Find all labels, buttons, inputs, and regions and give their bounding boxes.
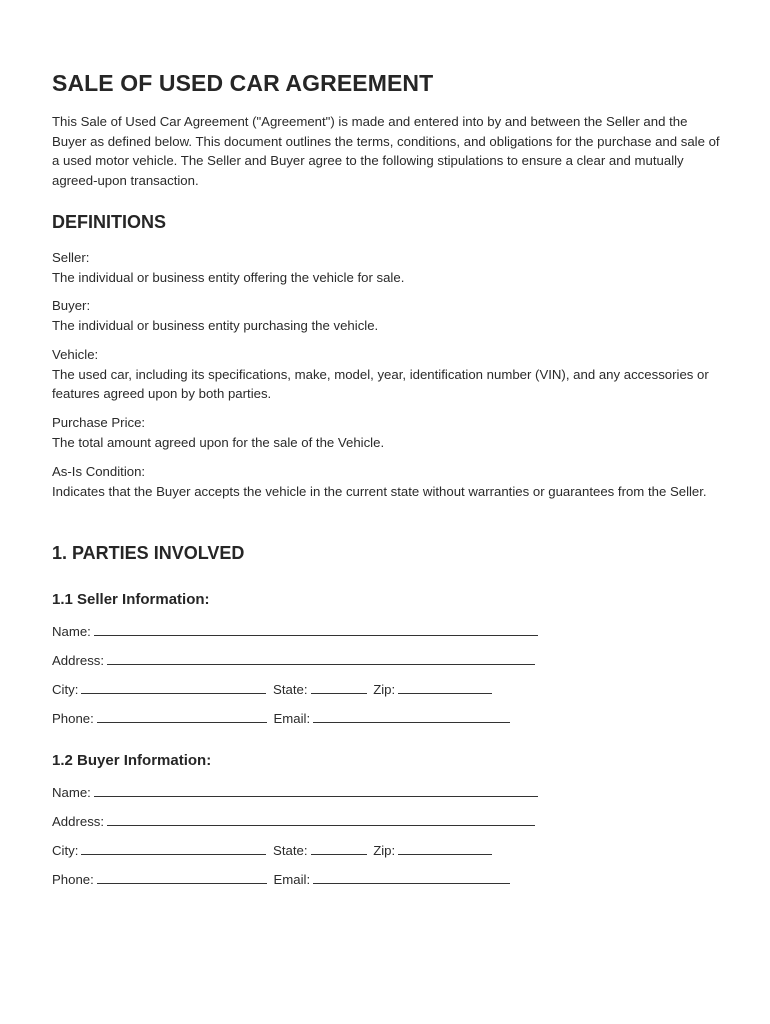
definition-term: As-Is Condition: bbox=[52, 464, 146, 479]
buyer-phone-label: Phone: bbox=[52, 872, 94, 887]
seller-phone-field[interactable] bbox=[97, 709, 267, 723]
buyer-state-label: State: bbox=[273, 843, 308, 858]
definition-term: Seller: bbox=[52, 250, 90, 265]
seller-address-field[interactable] bbox=[107, 651, 535, 665]
buyer-phone-field[interactable] bbox=[97, 870, 267, 884]
seller-state-field[interactable] bbox=[311, 680, 367, 694]
definition-description: Indicates that the Buyer accepts the vehicle in the current state without warranties or guarantees from the Seller. bbox=[52, 483, 707, 499]
intro-paragraph: This Sale of Used Car Agreement ("Agreement") is made and entered into by and between the Seller and the Buyer as defined below. This document outlines the terms, conditions, and obligations for the purchase and sale of a used motor vehicle. The Seller and Buyer agree to the following stipulations to ensure a clear and mutually agreed-upon transaction. bbox=[52, 114, 720, 188]
definition-description: The individual or business entity purchasing the vehicle. bbox=[52, 317, 379, 333]
definition-term: Purchase Price: bbox=[52, 415, 146, 430]
buyer-phone-email-row bbox=[52, 870, 513, 889]
definition-description: The total amount agreed upon for the sale of the Vehicle. bbox=[52, 434, 385, 450]
seller-state-label: State: bbox=[273, 682, 308, 697]
buyer-name-field[interactable] bbox=[94, 783, 538, 797]
definition-term: Buyer: bbox=[52, 298, 91, 313]
buyer-info-heading: 1.2 Buyer Information: bbox=[52, 752, 212, 769]
buyer-city-state-zip-row bbox=[52, 841, 495, 860]
buyer-city-label: City: bbox=[52, 843, 79, 858]
definition-term: Vehicle: bbox=[52, 347, 99, 362]
buyer-address-field[interactable] bbox=[107, 812, 535, 826]
seller-city-state-zip-row bbox=[52, 680, 495, 699]
seller-email-field[interactable] bbox=[313, 709, 510, 723]
seller-city-label: City: bbox=[52, 682, 79, 697]
seller-name-field[interactable] bbox=[94, 622, 538, 636]
buyer-address-label: Address: bbox=[52, 814, 105, 829]
definitions-heading: DEFINITIONS bbox=[52, 212, 167, 232]
definition-description: The individual or business entity offering the vehicle for sale. bbox=[52, 269, 405, 285]
seller-address-row bbox=[52, 651, 538, 670]
buyer-zip-field[interactable] bbox=[398, 841, 492, 855]
parties-heading: 1. PARTIES INVOLVED bbox=[52, 543, 245, 563]
buyer-name-row bbox=[52, 783, 541, 802]
seller-phone-email-row bbox=[52, 709, 513, 728]
buyer-email-label: Email: bbox=[273, 872, 311, 887]
definition-vehicle bbox=[52, 345, 724, 404]
definition-buyer bbox=[52, 296, 724, 335]
buyer-email-field[interactable] bbox=[313, 870, 510, 884]
seller-phone-label: Phone: bbox=[52, 711, 94, 726]
seller-info-heading: 1.1 Seller Information: bbox=[52, 591, 210, 608]
seller-name-row bbox=[52, 622, 541, 641]
seller-zip-label: Zip: bbox=[373, 682, 396, 697]
seller-address-label: Address: bbox=[52, 653, 105, 668]
definition-as-is-condition bbox=[52, 462, 724, 501]
buyer-zip-label: Zip: bbox=[373, 843, 396, 858]
definition-seller bbox=[52, 248, 724, 287]
seller-email-label: Email: bbox=[273, 711, 311, 726]
document-title: SALE OF USED CAR AGREEMENT bbox=[52, 70, 434, 96]
seller-name-label: Name: bbox=[52, 624, 91, 639]
seller-city-field[interactable] bbox=[81, 680, 266, 694]
buyer-state-field[interactable] bbox=[311, 841, 367, 855]
seller-zip-field[interactable] bbox=[398, 680, 492, 694]
buyer-city-field[interactable] bbox=[81, 841, 266, 855]
definition-purchase-price bbox=[52, 413, 724, 452]
definition-description: The used car, including its specifications, make, model, year, identification number (VIN), and any accessories or features agreed upon by both parties. bbox=[52, 366, 709, 401]
buyer-address-row bbox=[52, 812, 538, 831]
buyer-name-label: Name: bbox=[52, 785, 91, 800]
